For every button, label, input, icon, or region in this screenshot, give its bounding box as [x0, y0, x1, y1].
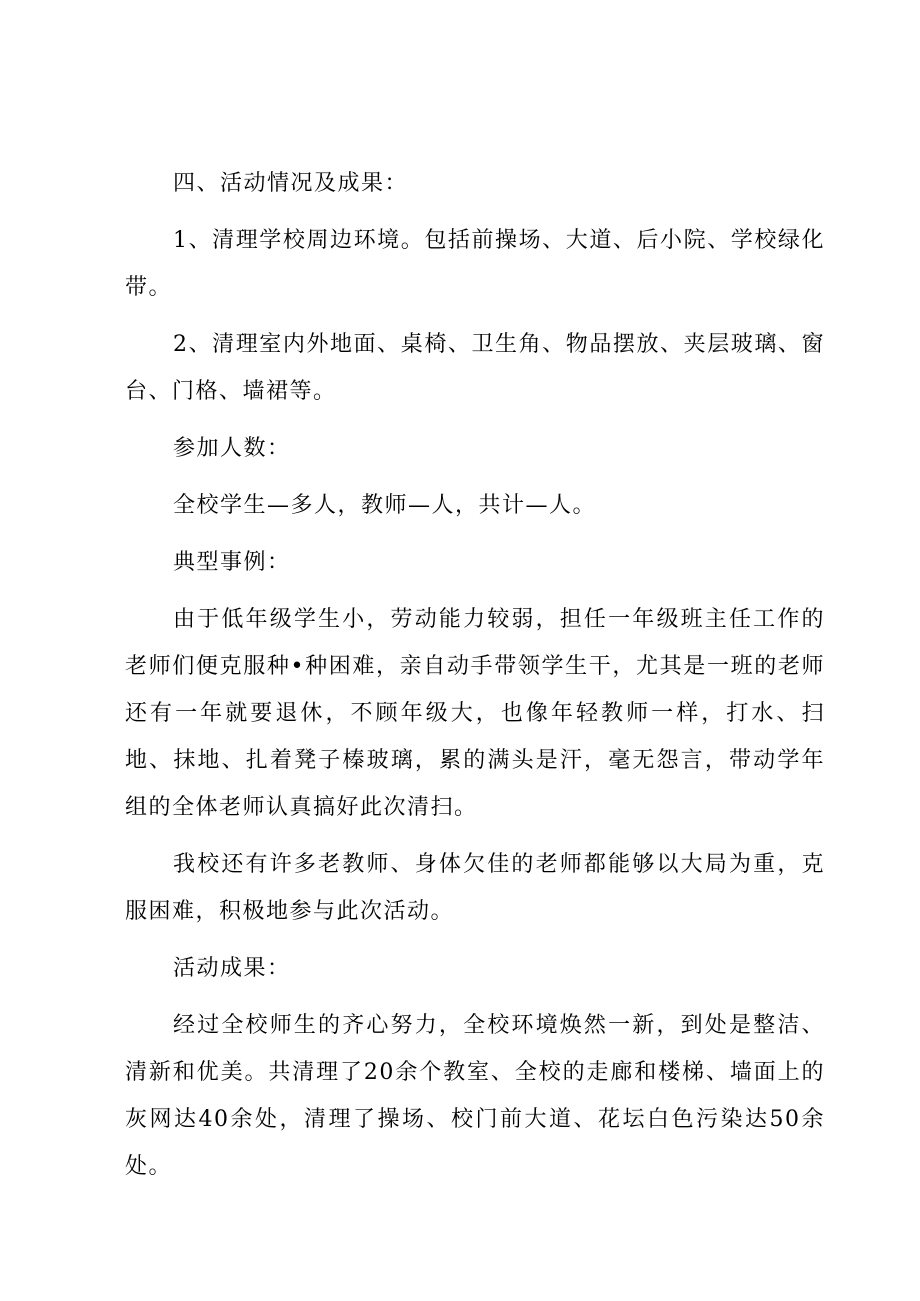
senior-teachers-text: 我校还有许多老教师、身体欠佳的老师都能够以大局为重，克服困难，积极地参与此次活动。 — [125, 852, 825, 924]
list-item-clean-surroundings: 1、清理学校周边环境。包括前操场、大道、后小院、学校绿化带。 — [125, 228, 825, 300]
heading-typical-example: 典型事例： — [173, 550, 291, 575]
document-body — [125, 160, 825, 1200]
activity-outcome-text: 经过全校师生的齐心努力，全校环境焕然一新，到处是整洁、清新和优美。共清理了20余个教室、全校的走廊和楼梯、墙面上的灰网达40余处，清理了操场、校门前大道、花坛白色污染达50余处。 — [125, 1013, 825, 1179]
heading-activity-outcome: 活动成果： — [173, 956, 291, 981]
typical-example-text: 由于低年级学生小，劳动能力较弱，担任一年级班主任工作的老师们便克服种•种困难，亲自动手带领学生干，尤其是一班的老师还有一年就要退休，不顾年级大，也像年轻教师一样，打水、扫地、抹地、扎着凳子榛玻璃，累的满头是汗，毫无怨言，带动学年组的全体老师认真搞好此次清扫。 — [125, 607, 825, 820]
list-item-clean-indoor-outdoor: 2、清理室内外地面、桌椅、卫生角、物品摆放、夹层玻璃、窗台、门格、墙裙等。 — [125, 332, 825, 404]
participants-count: 全校学生—多人，教师—人，共计—人。 — [173, 493, 597, 518]
section-heading-activity-results: 四、活动情况及成果： — [173, 171, 409, 196]
heading-participants: 参加人数： — [173, 436, 291, 461]
